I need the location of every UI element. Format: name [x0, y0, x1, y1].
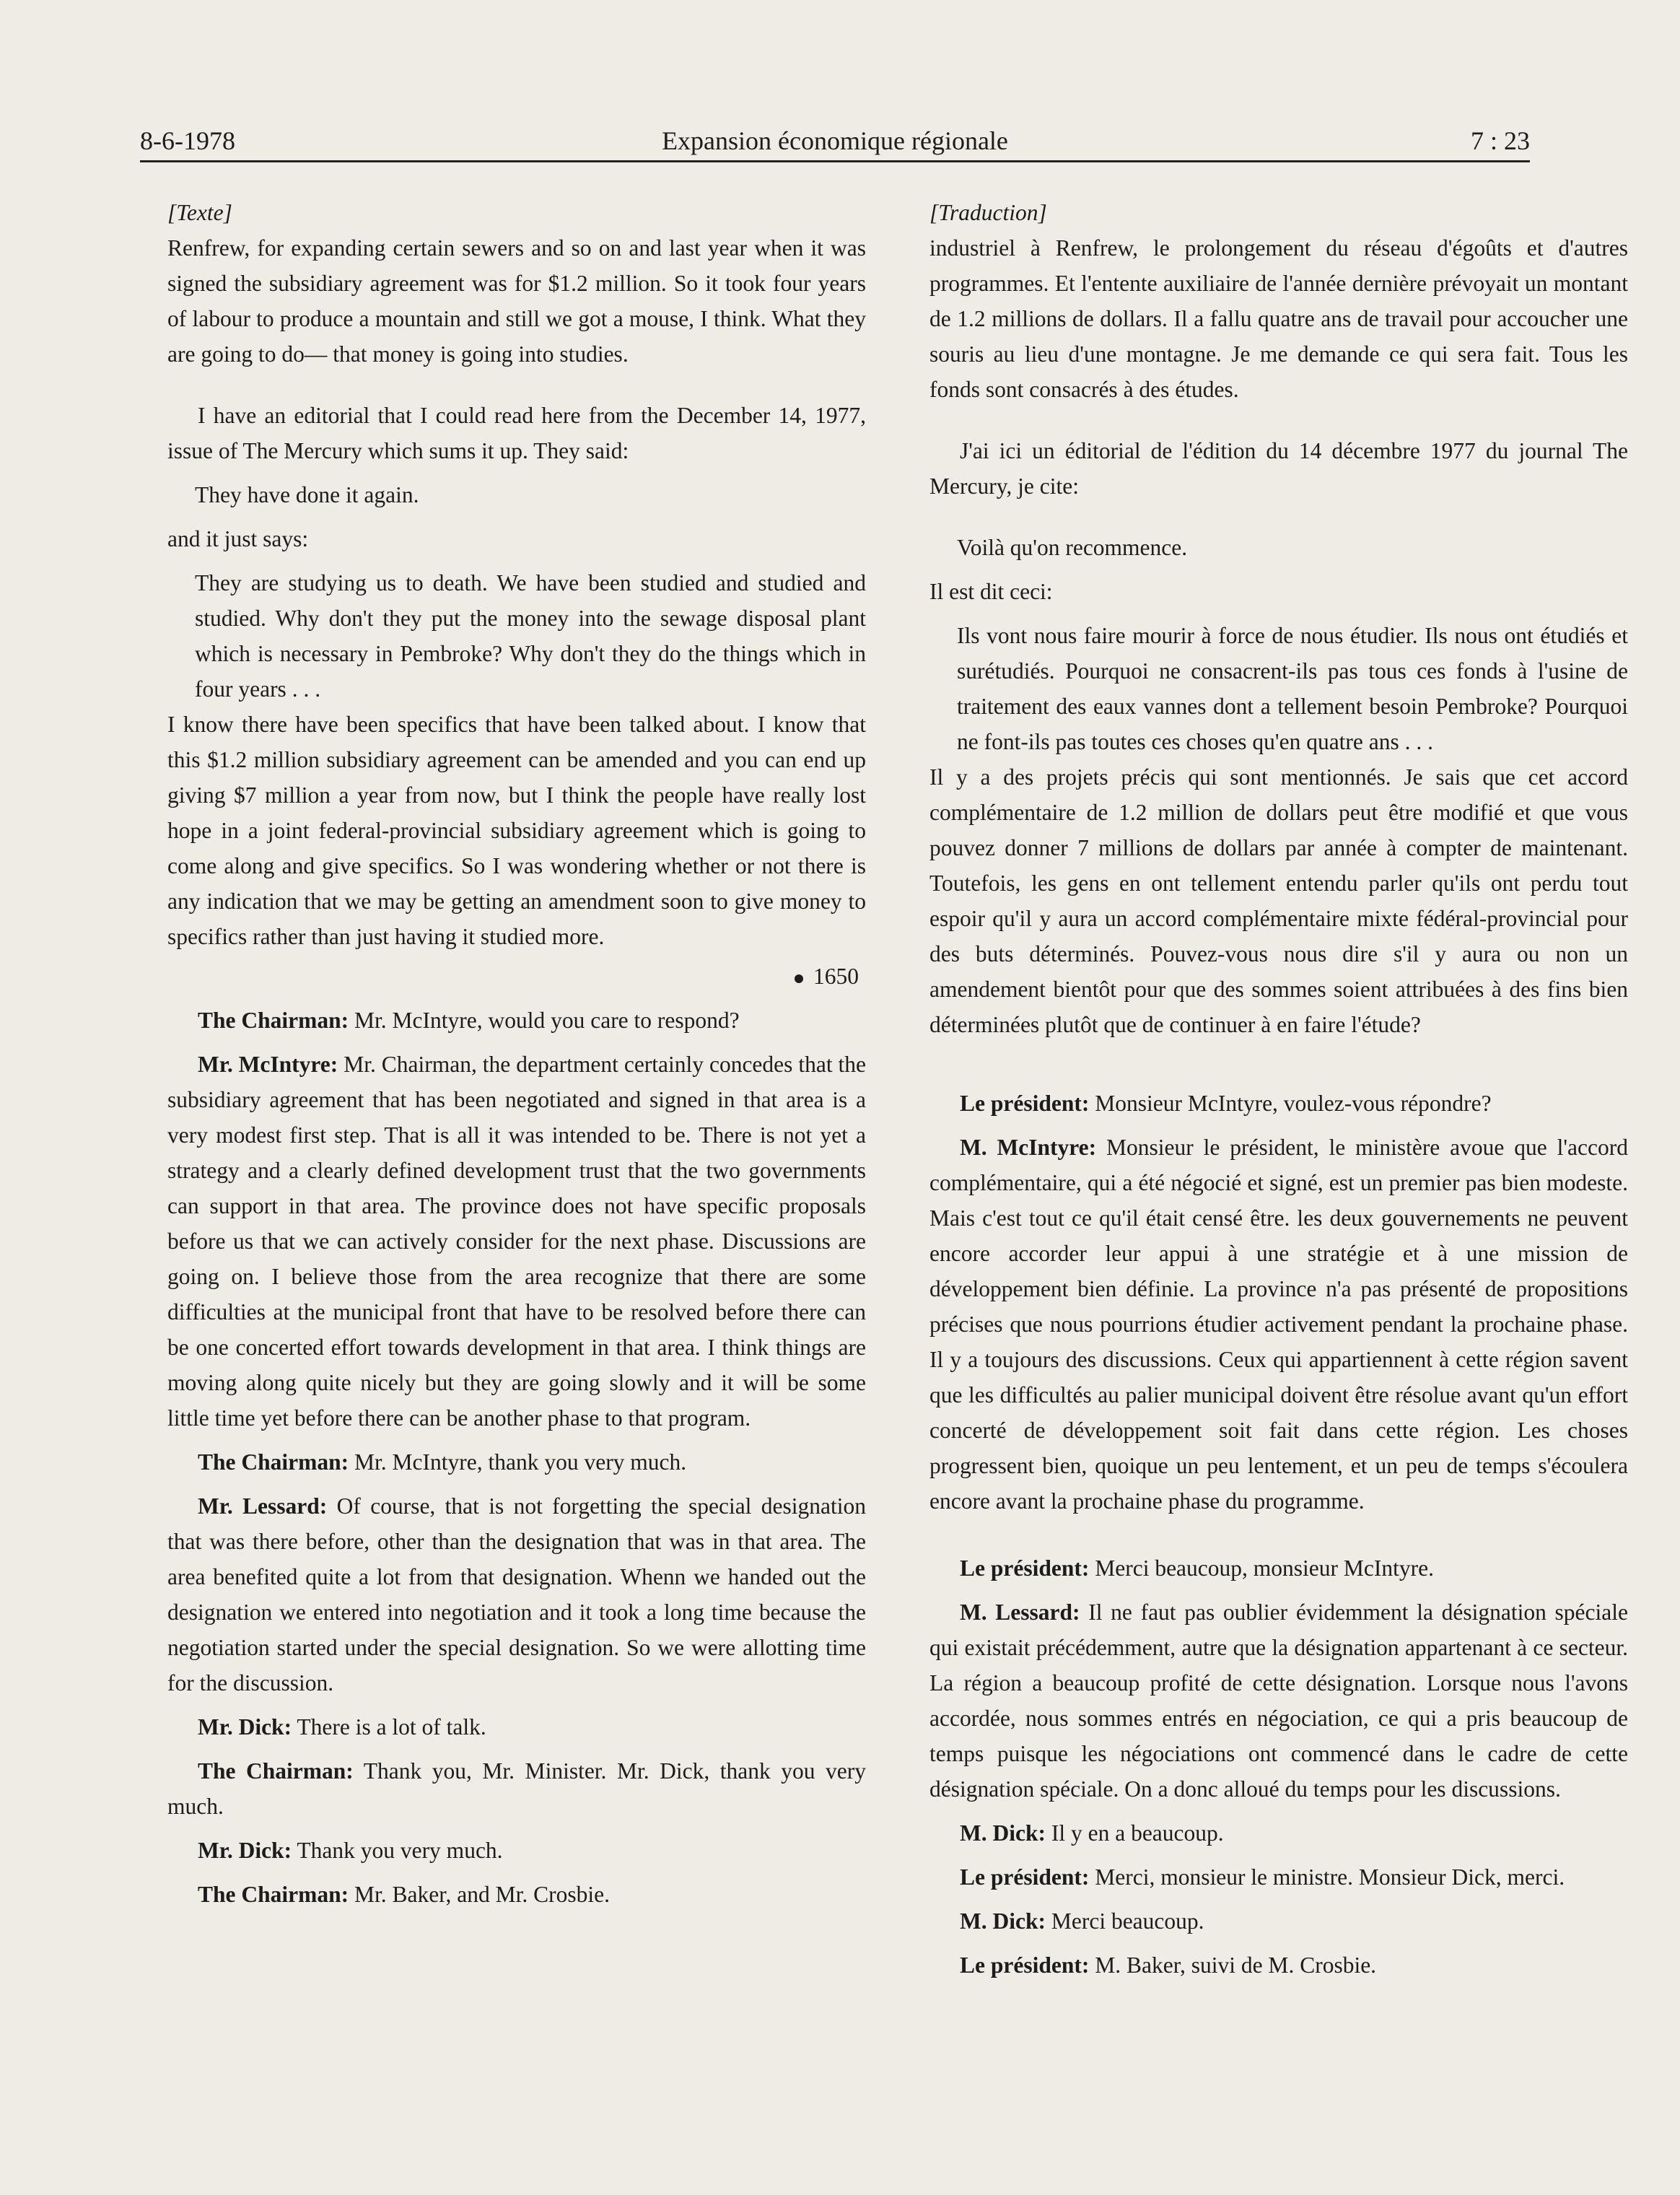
bullet-icon — [795, 974, 803, 983]
french-column — [929, 195, 1628, 1983]
speech-text: Merci beaucoup. — [1045, 1908, 1204, 1934]
speech-text: Merci, monsieur le ministre. Monsieur Dick, merci. — [1089, 1864, 1565, 1890]
timestamp-value: 1650 — [813, 964, 859, 989]
speaker-name: Mr. McIntyre: — [198, 1052, 338, 1077]
speaker-name: M. Dick: — [960, 1908, 1046, 1934]
speech-text: Mr. Chairman, the department certainly concedes that the subsidiary agreement that has been negotiated and signed in that area is a very modest first step. That is all it was intended to be. There is not yet a strategy and a clearly defined development trust that the two governments can support in that area. The province does not have specific proposals before us that we can actively consider for the next phase. Discussions are going on. I believe those from the area recognize that there are some difficulties at the municipal front that have to be resolved before there can be one concerted effort towards development in that area. I think things are moving along quite nicely but they are going slowly and it will be some little time yet before there can be another phase to that program. — [167, 1052, 866, 1431]
speaker-name: Le président: — [960, 1091, 1090, 1116]
speech — [167, 1488, 866, 1701]
speaker-name: The Chairman: — [198, 1449, 349, 1475]
header-title: Expansion économique régionale — [662, 126, 1008, 155]
paragraph: J'ai ici un éditorial de l'édition du 14 décembre 1977 du journal The Mercury, je cite: — [929, 438, 1628, 499]
speech — [167, 1833, 866, 1868]
paragraph: Renfrew, for expanding certain sewers and so on and last year when it was signed the subsidiary agreement was for $1.2 million. So it took four years of labour to produce a mountain and still we got a mouse, I think. What they are going to do— that money is going into studies. — [167, 235, 866, 367]
speech — [167, 1709, 866, 1745]
speaker-name: M. Dick: — [960, 1820, 1046, 1846]
paragraph: and it just says: — [167, 526, 309, 551]
quotation: Voilà qu'on recommence. — [957, 535, 1188, 560]
english-column — [167, 195, 866, 1912]
speech-text: Monsieur McIntyre, voulez-vous répondre? — [1089, 1091, 1492, 1116]
speaker-name: M. McIntyre: — [960, 1135, 1097, 1160]
speaker-name: Le président: — [960, 1952, 1090, 1978]
speaker-name: The Chairman: — [198, 1882, 349, 1907]
header-page-number: 7 : 23 — [1470, 126, 1530, 155]
page-header — [140, 121, 1530, 162]
speech-text: There is a lot of talk. — [292, 1714, 486, 1740]
text-label: [Texte] — [167, 200, 232, 225]
translation-label: [Traduction] — [929, 200, 1047, 225]
paragraph: I know there have been specifics that have been talked about. I know that this $1.2 million subsidiary agreement can be amended and you can end up giving $7 million a year from now, but I think the people have really lost hope in a joint federal-provincial subsidiary agreement which is going to come along and give specifics. So I was wondering whether or not there is any indication that we may be getting an amendment soon to give money to specifics rather than just having it studied more. — [167, 712, 866, 949]
speaker-name: Mr. Dick: — [198, 1714, 292, 1740]
header-date: 8-6-1978 — [140, 126, 235, 155]
speech — [167, 1047, 866, 1436]
speech — [929, 1859, 1628, 1895]
speech-text: Monsieur le président, le ministère avoue que l'accord complémentaire, qui a été négocié et signé, est un premier pas bien modeste. Mais c'est tout ce qu'il était censé être. les deux gouvernements ne peuvent encore accorder leur appui à une stratégie et à une mission de développement bien définie. La province n'a pas présenté de propositions précises que nous pourrions étudier activement pendant la prochaine phase. Il y a toujours des discussions. Ceux qui appartiennent à cette région savent que les difficultés au palier municipal doivent être résolue avant qu'un effort concerté de développement soit fait dans cette région. Les choses progressent bien, quoique un peu lentement, et un peu de temps s'écoulera encore avant la prochaine phase du programme. — [929, 1135, 1628, 1514]
paragraph: industriel à Renfrew, le prolongement du réseau d'égoûts et d'autres programmes. Et l'entente auxiliaire de l'année dernière prévoyait un montant de 1.2 millions de dollars. Il a fallu quatre ans de travail pour accoucher une souris au lieu d'une montagne. Je me demande ce qui sera fait. Tous les fonds sont consacrés à des études. — [929, 235, 1628, 402]
speech-text: Mr. McIntyre, would you care to respond? — [349, 1008, 740, 1033]
speech-text: Thank you, Mr. Minister. Mr. Dick, thank you very much. — [167, 1758, 866, 1819]
speaker-name: The Chairman: — [198, 1008, 349, 1033]
paragraph: Il est dit ceci: — [929, 579, 1053, 604]
speaker-name: Le président: — [960, 1864, 1090, 1890]
speech — [929, 1815, 1628, 1851]
speaker-name: Mr. Lessard: — [198, 1493, 328, 1519]
speaker-name: M. Lessard: — [960, 1600, 1080, 1625]
speech-text: Il y en a beaucoup. — [1045, 1820, 1224, 1846]
speech — [167, 1444, 866, 1480]
speech — [929, 1947, 1628, 1983]
speaker-name: The Chairman: — [198, 1758, 354, 1784]
speech-text: Mr. Baker, and Mr. Crosbie. — [349, 1882, 610, 1907]
speaker-name: Mr. Dick: — [198, 1838, 292, 1863]
speech-text: Mr. McIntyre, thank you very much. — [349, 1449, 687, 1475]
speech-text: Thank you very much. — [292, 1838, 503, 1863]
quotation: Ils vont nous faire mourir à force de nous étudier. Ils nous ont étudiés et surétudiés. Pourquoi ne consacrent-ils pas tous ces fonds à l'usine de traitement des eaux vannes dont a tellement besoin Pembroke? Pourquoi ne font-ils pas toutes ces choses qu'en quatre ans . . . — [957, 623, 1628, 754]
speech-text: Il ne faut pas oublier évidemment la désignation spéciale qui existait précédemment, autre que la désignation appartenant à ce secteur. La région a beaucoup profité de cette désignation. Lorsque nous l'avons accordée, nous sommes entrés en négociation, ce qui a pris beaucoup de temps puisque les négociations ont commencé dans le cadre de cette désignation spéciale. On a donc alloué du temps pour les discussions. — [929, 1600, 1628, 1802]
speech-text: M. Baker, suivi de M. Crosbie. — [1089, 1952, 1377, 1978]
speech — [167, 1753, 866, 1824]
speech — [929, 1903, 1628, 1939]
speech — [167, 1877, 866, 1912]
speaker-name: Le président: — [960, 1555, 1090, 1581]
paragraph: Il y a des projets précis qui sont mentionnés. Je sais que cet accord complémentaire de 1.2 million de dollars peut être modifié et que vous pouvez donner 7 millions de dollars par année à compter de maintenant. Toutefois, les gens en ont tellement entendu parler qu'ils ont perdu tout espoir qu'il y aura un accord complémentaire mixte fédéral-provincial pour des buts déterminés. Pouvez-vous nous dire s'il y aura ou non un amendement bientôt pour que des sommes soient attribuées à des fins bien déterminées plutôt que de continuer à en faire l'étude? — [929, 764, 1628, 1037]
speech-text: Of course, that is not forgetting the special designation that was there before, other than the designation that was in that area. The area benefited quite a lot from that designation. Whenn we handed out the designation we entered into negotiation and it took a long time because the negotiation started under the special designation. So we were allotting time for the discussion. — [167, 1493, 866, 1696]
speech — [929, 1130, 1628, 1519]
timestamp — [167, 959, 866, 994]
speech — [929, 1550, 1628, 1586]
quotation: They are studying us to death. We have been studied and studied and studied. Why don't they put the money into the sewage disposal plant which is necessary in Pembroke? Why don't they do the things which in four years . . . — [195, 570, 866, 702]
speech — [929, 1594, 1628, 1807]
speech — [929, 1086, 1628, 1121]
speech-text: Merci beaucoup, monsieur McIntyre. — [1089, 1555, 1434, 1581]
speech — [167, 1003, 866, 1038]
quotation: They have done it again. — [195, 482, 419, 507]
paragraph: I have an editorial that I could read here from the December 14, 1977, issue of The Mercury which sums it up. They said: — [167, 403, 866, 463]
